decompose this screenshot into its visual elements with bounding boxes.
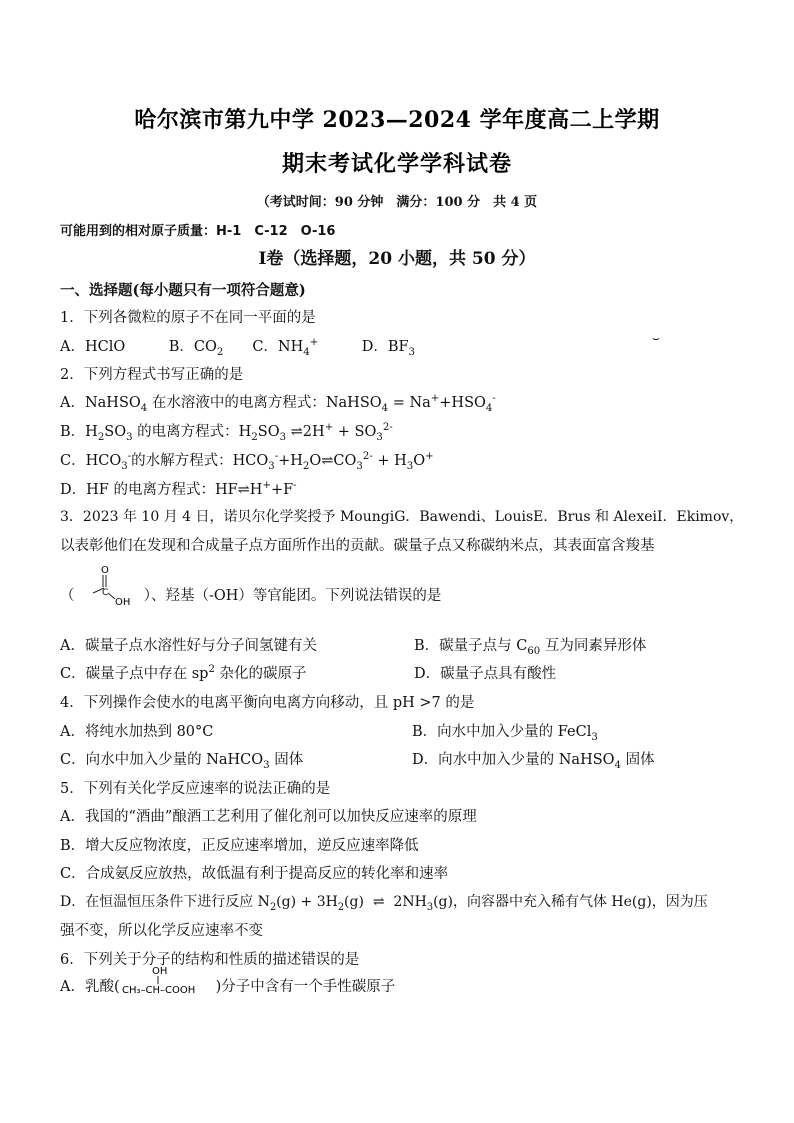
q2-option-c: C．$HCO_3^-$的水解方程式：$HCO_3^-+H_2O\rightleftharpoons CO_3^{2-} + H_3O^+$ [60, 451, 434, 472]
q5-option-d: D．在恒温恒压条件下进行反应 $N_2(g) + 3H_2(g)$ ⇌ $2NH_3(g)$，向容器中充入稀有气体 He(g)，因为压 [60, 894, 708, 913]
q5-option-a: A．我国的“酒曲”酿酒工艺利用了催化剂可以加快反应速率的原理 [60, 809, 477, 825]
q5-option-b: B．增大反应物浓度，正反应速率增加，逆反应速率降低 [60, 838, 419, 854]
atomic-masses: 可能用到的相对原子质量：H-1 C-12 O-16 [60, 224, 336, 239]
q3-option-b: B．碳量子点与 $C_{60}$ 互为同素异形体 [414, 638, 647, 657]
q3-stem-line3 [60, 565, 442, 607]
q2-option-a: A．NaHSO$_4$ 在水溶液中的电离方程式：NaHSO$_4$ = $Na^++HSO_4^-$ [60, 393, 496, 414]
q1-stem: 1．下列各微粒的原子不在同一平面的是 [60, 310, 316, 326]
q5-option-c: C．合成氨反应放热，故低温有利于提高反应的转化率和速率 [60, 866, 449, 882]
q3-option-d: D．碳量子点具有酸性 [414, 666, 557, 682]
svg-text:C: C [102, 588, 109, 598]
open-paren: （ [60, 588, 75, 604]
q3-stem-line2: 以表彰他们在发现和合成量子点方面所作出的贡献。碳量子点又称碳纳米点，其表面富含羧基 [60, 538, 655, 554]
carboxyl-structure-icon [79, 563, 139, 607]
q3-option-a: A．碳量子点水溶性好与分子间氢键有关 [60, 638, 317, 654]
q4-option-b: B．向水中加入少量的 FeCl$_3$ [412, 724, 598, 743]
q3-option-c: C．碳量子点中存在 $sp^2$ 杂化的碳原子 [60, 664, 307, 682]
q5-option-d-line2: 强不变，所以化学反应速率不变 [60, 923, 263, 939]
q1-options: A．HClO B．$CO_2$ C．$NH_4^+$ D．$BF_3$ [60, 337, 415, 358]
svg-text:O: O [101, 565, 109, 576]
q4-option-a: A．将纯水加热到 80°C [60, 724, 214, 740]
q2-option-b: B．$H_2SO_3$ 的电离方程式：$H_2SO_3$ ⇌2H+ + $SO_3^{2-}$ [60, 422, 393, 443]
q4-stem: 4．下列操作会使水的电离平衡向电离方向移动，且 pH >7 的是 [60, 695, 475, 711]
q2-option-d: D．HF 的电离方程式：HF⇌H++F- [60, 480, 297, 498]
svg-text:CH₃–CH–COOH: CH₃–CH–COOH [121, 985, 195, 996]
stray-mark: ⌣ [652, 331, 660, 345]
section-heading: 一、选择题(每小题只有一项符合题意) [60, 282, 306, 299]
q4-option-c: C．向水中加入少量的 NaHCO$_3$ 固体 [60, 752, 304, 771]
q2-stem: 2．下列方程式书写正确的是 [60, 367, 244, 383]
exam-title-line2: 期末考试化学学科试卷 [281, 151, 512, 177]
q6-stem: 6．下列关于分子的结构和性质的描述错误的是 [60, 952, 360, 968]
lactic-acid-structure-icon [120, 964, 216, 996]
exam-title-line1: 哈尔滨市第九中学 2023—2024 学年度高二上学期 [134, 107, 660, 133]
q3-stem-line1: 3．2023 年 10 月 4 日，诺贝尔化学奖授予 MoungiG．Bawendi、LouisE．Brus 和 AlexeiI．Ekimov， [60, 509, 744, 525]
q4-option-d: D．向水中加入少量的 NaHSO$_4$ 固体 [412, 752, 655, 771]
q6-option-a: A．乳酸( OH CH₃–CH–COOH )分子中含有一个手性碳原子 [60, 966, 396, 996]
svg-text:OH: OH [151, 966, 168, 977]
exam-info: （考试时间：90 分钟 满分：100 分 共 4 页 [256, 195, 538, 210]
q6-option-a-suffix: )分子中含有一个手性碳原子 [215, 979, 396, 995]
q3-stem-line3-suffix: ）、羟基（-OH）等官能团。下列说法错误的是 [143, 588, 442, 604]
q5-stem: 5．下列有关化学反应速率的说法正确的是 [60, 781, 331, 797]
section-title: I卷（选择题，20 小题，共 50 分） [258, 249, 536, 269]
svg-text:OH: OH [115, 597, 131, 607]
